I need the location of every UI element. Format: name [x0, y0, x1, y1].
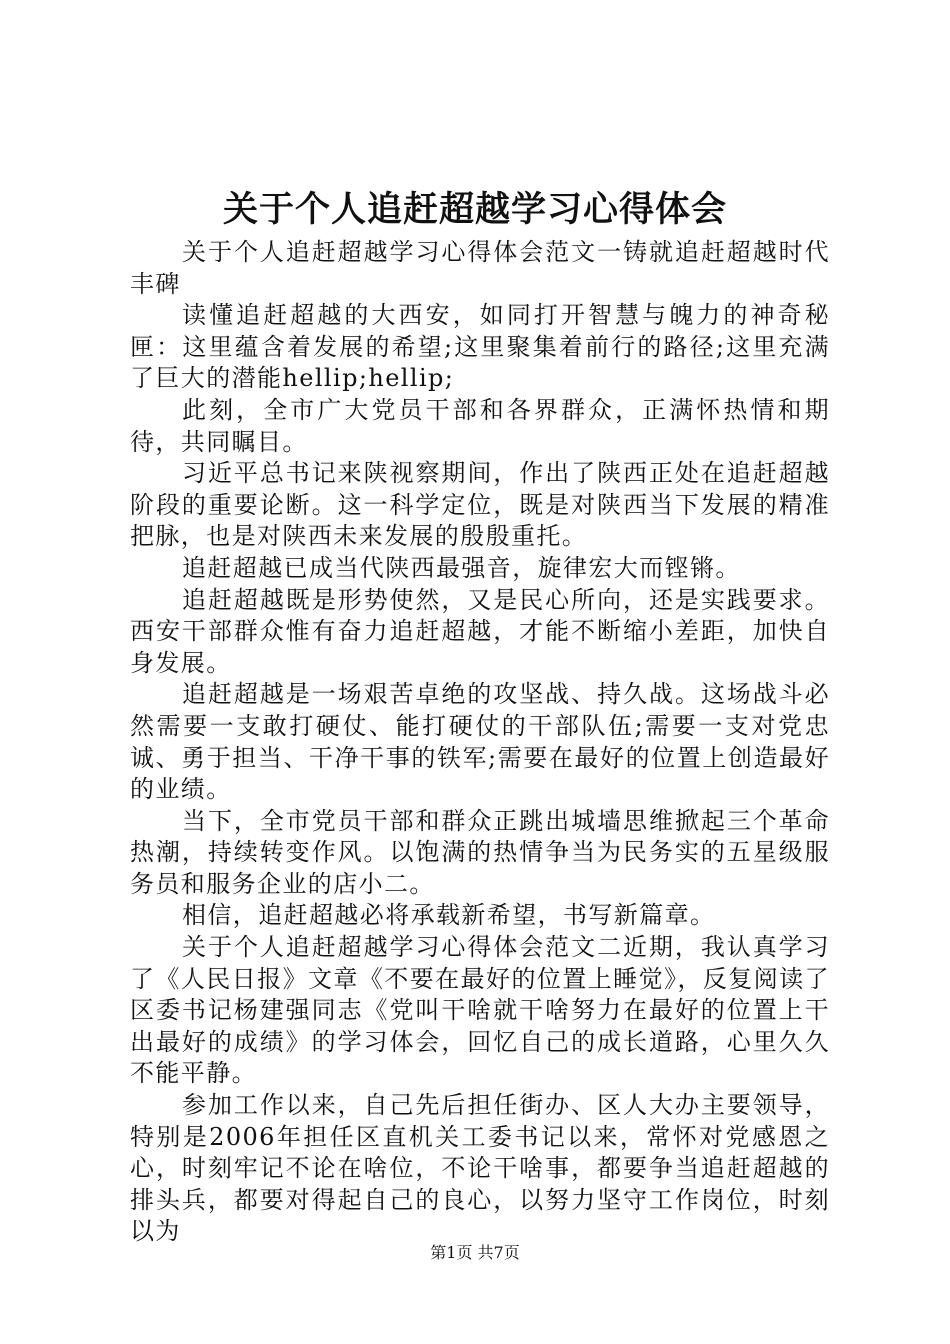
page-footer: 第1页 共7页 [430, 1243, 520, 1262]
paragraph: 追赶超越已成当代陕西最强音，旋律宏大而铿锵。 [182, 553, 741, 582]
paragraph: 追赶超越是一场艰苦卓绝的攻坚战、持久战。这场战斗必然需要一支敢打硬仗、能打硬仗的干部队伍;需要一支对党忠诚、勇于担当、干净干事的铁军;需要在最好的位置上创造最好的业绩。 [130, 680, 830, 804]
paragraph: 参加工作以来，自己先后担任街办、区人大办主要领导，特别是2006年担任区直机关工委书记以来，常怀对党感恩之心，时刻牢记不论在啥位，不论干啥事，都要争当追赶超越的排头兵，都要对得起自己的良心，以努力坚守工作岗位，时刻以为 [130, 1091, 830, 1246]
paragraph: 习近平总书记来陕视察期间，作出了陕西正处在追赶超越阶段的重要论断。这一科学定位，既是对陕西当下发展的精准把脉，也是对陕西未来发展的殷殷重托。 [130, 459, 830, 551]
paragraph: 关于个人追赶超越学习心得体会范文二近期，我认真学习了《人民日报》文章《不要在最好的位置上睡觉》，反复阅读了区委书记杨建强同志《党叫干啥就干啥努力在最好的位置上干出最好的成绩》的学习体会，回忆自己的成长道路，心里久久不能平静。 [130, 933, 830, 1088]
document-body [130, 237, 830, 1248]
paragraph: 相信，追赶超越必将承载新希望，书写新篇章。 [182, 901, 716, 930]
paragraph: 关于个人追赶超越学习心得体会范文一铸就追赶超越时代丰碑 [130, 238, 830, 298]
paragraph: 读懂追赶超越的大西安，如同打开智慧与魄力的神奇秘匣：这里蕴含着发展的希望;这里聚集着前行的路径;这里充满了巨大的潜能hellip;hellip; [130, 301, 830, 393]
paragraph: 此刻，全市广大党员干部和各界群众，正满怀热情和期待，共同瞩目。 [130, 395, 830, 456]
page-title: 关于个人追赶超越学习心得体会 [222, 189, 727, 230]
paragraph: 追赶超越既是形势使然，又是民心所向，还是实践要求。西安干部群众惟有奋力追赶超越，才能不断缩小差距，加快自身发展。 [130, 585, 830, 677]
paragraph: 当下，全市党员干部和群众正跳出城墙思维掀起三个革命热潮，持续转变作风。以饱满的热情争当为民务实的五星级服务员和服务企业的店小二。 [130, 806, 830, 898]
